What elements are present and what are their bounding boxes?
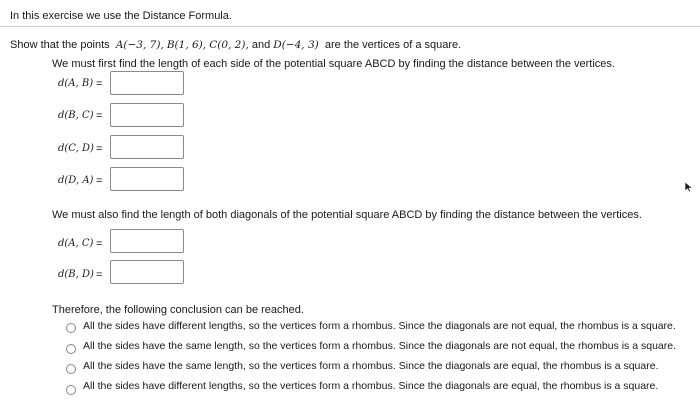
option-2-radio[interactable] (66, 344, 76, 354)
question-and: and (251, 39, 271, 51)
point-c: C(0, 2), (209, 39, 249, 51)
label-d-bc: d(B, C) (58, 110, 94, 121)
d-da-input[interactable] (110, 167, 184, 191)
question-suffix: are the vertices of a square. (324, 39, 462, 51)
equals-sign: = (96, 143, 103, 155)
sides-instructions: We must first find the length of each side of the potential square ABCD by finding the distance between the vertices. (52, 58, 615, 70)
point-d: D(−4, 3) (273, 39, 319, 51)
option-4-label[interactable]: All the sides have different lengths, so the vertices form a rhombus. Since the diagonals are equal, the rhombus is a square. (83, 380, 659, 392)
label-d-bd: d(B, D) (58, 269, 94, 280)
option-4-radio[interactable] (66, 385, 76, 395)
header-divider (0, 26, 700, 27)
equals-sign: = (96, 238, 103, 250)
d-cd-input[interactable] (110, 135, 184, 159)
point-a: A(−3, 7), (115, 39, 164, 51)
question-prefix: Show that the points (10, 39, 110, 51)
label-d-cd: d(C, D) (58, 143, 94, 154)
option-3-radio[interactable] (66, 364, 76, 374)
question-text (10, 39, 461, 51)
label-d-ac: d(A, C) (58, 238, 94, 249)
option-1-radio[interactable] (66, 323, 76, 333)
equals-sign: = (96, 269, 103, 281)
option-1-label[interactable]: All the sides have different lengths, so the vertices form a rhombus. Since the diagonals are not equal, the rhombus is a square. (83, 320, 676, 332)
option-3-label[interactable]: All the sides have the same length, so the vertices form a rhombus. Since the diagonals are equal, the rhombus is a square. (83, 360, 659, 372)
diagonals-instructions: We must also find the length of both diagonals of the potential square ABCD by finding the distance between the vertices. (52, 209, 642, 221)
d-ab-input[interactable] (110, 71, 184, 95)
d-bc-input[interactable] (110, 103, 184, 127)
label-d-ab: d(A, B) (58, 78, 94, 89)
mouse-pointer-icon (684, 181, 694, 193)
d-bd-input[interactable] (110, 260, 184, 284)
d-ac-input[interactable] (110, 229, 184, 253)
page-title: In this exercise we use the Distance Formula. (10, 10, 232, 22)
option-2-label[interactable]: All the sides have the same length, so the vertices form a rhombus. Since the diagonals are not equal, the rhombus is a square. (83, 340, 676, 352)
equals-sign: = (96, 110, 103, 122)
conclusion-prompt: Therefore, the following conclusion can be reached. (52, 304, 304, 316)
equals-sign: = (96, 78, 103, 90)
point-b: B(1, 6), (166, 39, 207, 51)
equals-sign: = (96, 175, 103, 187)
label-d-da: d(D, A) (58, 175, 94, 186)
